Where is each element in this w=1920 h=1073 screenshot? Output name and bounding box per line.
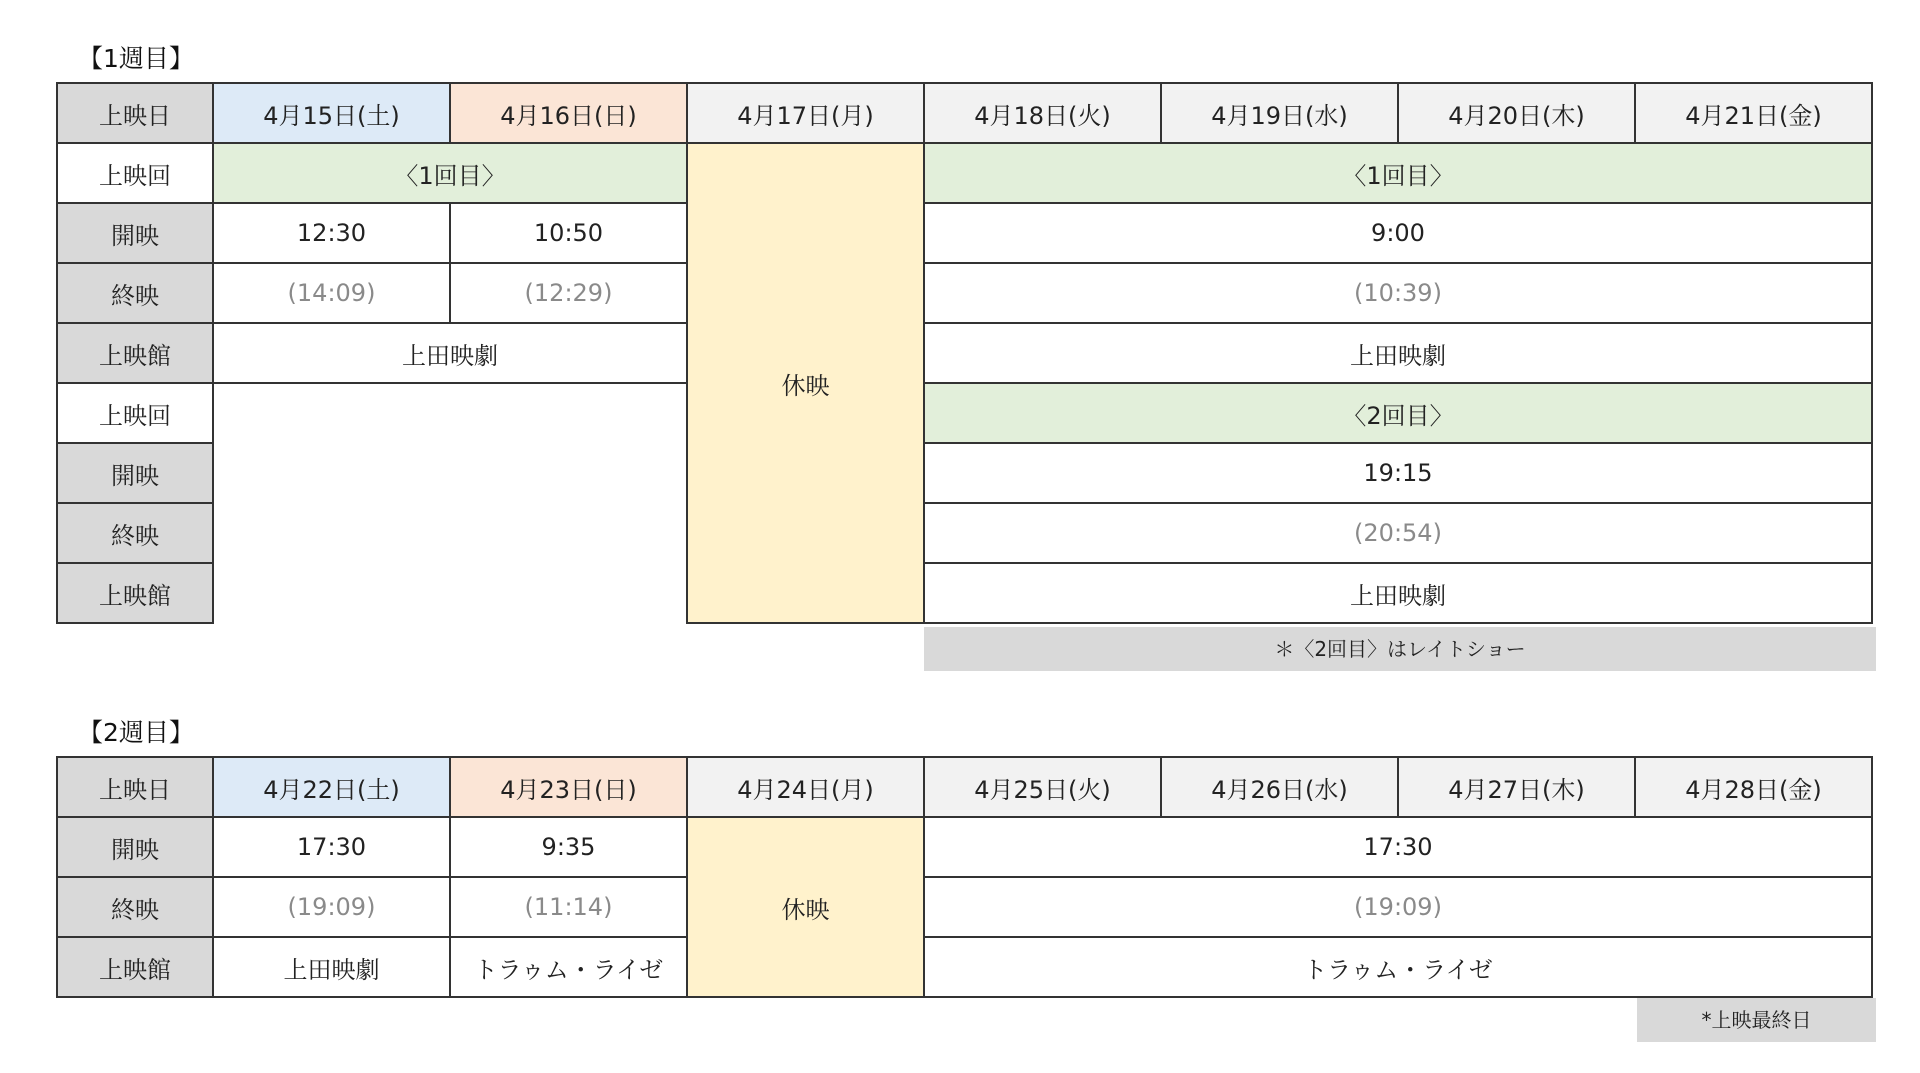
week1-schedule-table [56, 82, 1873, 624]
week1-title: 【1週目】 [78, 44, 194, 73]
date-cell: 4月16日(日) [450, 83, 687, 143]
start-time-cell: 9:35 [450, 817, 687, 877]
date-cell: 4月21日(金) [1635, 83, 1872, 143]
row-label-date: 上映日 [57, 757, 213, 817]
row-label-round: 上映回 [57, 143, 213, 203]
table-row [57, 323, 1872, 383]
date-cell: 4月22日(土) [213, 757, 450, 817]
table-row [57, 143, 1872, 203]
venue-cell: 上田映劇 [213, 937, 450, 997]
row-label-venue: 上映館 [57, 323, 213, 383]
weekday-round1-cell: 〈1回目〉 [924, 143, 1872, 203]
date-cell: 4月20日(木) [1398, 83, 1635, 143]
closed-cell: 休映 [687, 143, 924, 623]
table-row [57, 817, 1872, 877]
weekday-end-time-cell: (20:54) [924, 503, 1872, 563]
date-cell: 4月28日(金) [1635, 757, 1872, 817]
row-label-date: 上映日 [57, 83, 213, 143]
week2-title: 【2週目】 [78, 718, 194, 747]
date-cell: 4月17日(月) [687, 83, 924, 143]
weekend-venue-cell: 上田映劇 [213, 323, 687, 383]
date-cell: 4月27日(木) [1398, 757, 1635, 817]
weekday-venue-cell: トラゥム・ライゼ [924, 937, 1872, 997]
table-row [57, 757, 1872, 817]
row-label-start: 開映 [57, 203, 213, 263]
table-row [57, 937, 1872, 997]
table-row [57, 263, 1872, 323]
closed-cell: 休映 [687, 817, 924, 997]
row-label-start: 開映 [57, 817, 213, 877]
end-time-cell: (12:29) [450, 263, 687, 323]
end-time-cell: (11:14) [450, 877, 687, 937]
weekday-venue-cell: 上田映劇 [924, 563, 1872, 623]
date-cell: 4月25日(火) [924, 757, 1161, 817]
date-cell: 4月24日(月) [687, 757, 924, 817]
row-label-end: 終映 [57, 263, 213, 323]
row-label-end: 終映 [57, 877, 213, 937]
date-cell: 4月15日(土) [213, 83, 450, 143]
table-row [57, 203, 1872, 263]
weekday-venue-cell: 上田映劇 [924, 323, 1872, 383]
weekday-start-time-cell: 19:15 [924, 443, 1872, 503]
late-show-note: ＊〈2回目〉はレイトショー [924, 627, 1876, 671]
week2-schedule-table [56, 756, 1873, 998]
date-cell: 4月19日(水) [1161, 83, 1398, 143]
weekday-end-time-cell: (19:09) [924, 877, 1872, 937]
row-label-venue: 上映館 [57, 937, 213, 997]
weekday-round2-cell: 〈2回目〉 [924, 383, 1872, 443]
date-cell: 4月18日(火) [924, 83, 1161, 143]
final-day-note: *上映最終日 [1637, 998, 1876, 1042]
row-label-round: 上映回 [57, 383, 213, 443]
empty-weekend-block [213, 383, 687, 623]
row-label-venue: 上映館 [57, 563, 213, 623]
weekday-start-time-cell: 17:30 [924, 817, 1872, 877]
date-cell: 4月23日(日) [450, 757, 687, 817]
venue-cell: トラゥム・ライゼ [450, 937, 687, 997]
table-row [57, 83, 1872, 143]
row-label-end: 終映 [57, 503, 213, 563]
weekday-start-time-cell: 9:00 [924, 203, 1872, 263]
row-label-start: 開映 [57, 443, 213, 503]
start-time-cell: 17:30 [213, 817, 450, 877]
table-row [57, 877, 1872, 937]
end-time-cell: (14:09) [213, 263, 450, 323]
weekend-round1-cell: 〈1回目〉 [213, 143, 687, 203]
end-time-cell: (19:09) [213, 877, 450, 937]
weekday-end-time-cell: (10:39) [924, 263, 1872, 323]
start-time-cell: 12:30 [213, 203, 450, 263]
start-time-cell: 10:50 [450, 203, 687, 263]
date-cell: 4月26日(水) [1161, 757, 1398, 817]
table-row [57, 383, 1872, 443]
